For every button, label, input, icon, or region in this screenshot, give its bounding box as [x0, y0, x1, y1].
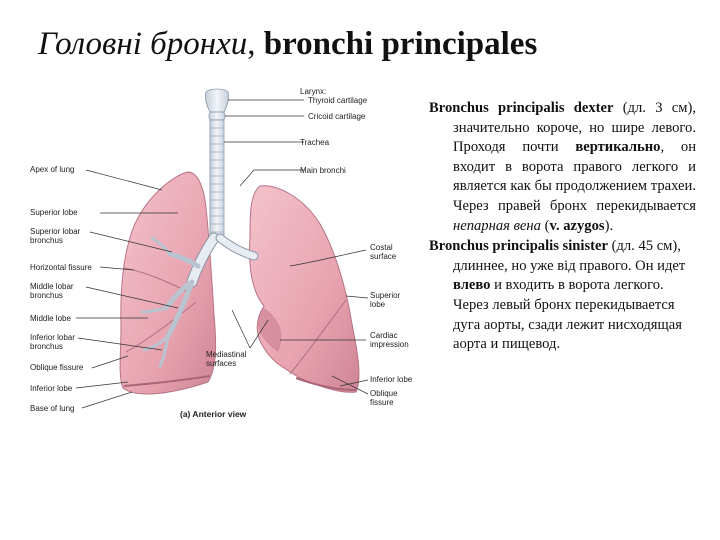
label-inferior-lobe-right: Inferior lobe — [30, 384, 73, 393]
dexter-emphasis: вертикально — [575, 139, 661, 156]
label-horizontal-fissure: Horizontal fissure — [30, 263, 92, 272]
sinister-text-2: и входить в ворота легкого. Через левый бронх перекидывается дуга аорты, сзади лежит нисходящая аорта и пищевод. — [453, 277, 682, 353]
description-text — [429, 99, 696, 355]
lung-illustration — [28, 86, 406, 426]
label-thyroid-cartilage: Thyroid cartilage — [308, 96, 368, 105]
dexter-text-3: ( — [540, 217, 550, 234]
sinister-term: Bronchus principalis sinister — [429, 238, 608, 255]
label-cardiac-impression: Cardiac impression — [370, 331, 409, 349]
label-superior-lobe-right: Superior lobe — [30, 208, 78, 217]
label-apex-of-lung: Apex of lung — [30, 165, 75, 174]
sinister-text-1: (дл. 45 см), длиннее, но уже від правого. Он идет — [453, 238, 686, 274]
label-base-of-lung: Base of lung — [30, 404, 75, 413]
sinister-emphasis: влево — [453, 277, 491, 294]
label-superior-lobe-left: Superior lobe — [370, 291, 401, 309]
title-ukrainian: Головні бронхи — [38, 26, 248, 62]
figure-caption: (a) Anterior view — [180, 409, 247, 419]
label-inferior-lobar-bronchus: Inferior lobar bronchus — [30, 333, 75, 351]
label-oblique-fissure-left: Oblique fissure — [370, 389, 398, 407]
dexter-text-1: (дл. 3 см), значительно короче, но шире левого. Проходя почти — [453, 100, 696, 156]
lung-anatomy-figure — [28, 86, 413, 426]
dexter-vein-ru: непарная вена — [453, 217, 541, 234]
label-larynx: Larynx: — [300, 87, 327, 96]
title-separator: , — [247, 26, 256, 62]
larynx — [205, 89, 228, 120]
label-cricoid-cartilage: Cricoid cartilage — [308, 112, 366, 121]
label-trachea: Trachea — [300, 138, 330, 147]
label-middle-lobar-bronchus: Middle lobar bronchus — [30, 282, 74, 300]
dexter-vein-la: v. azygos — [549, 217, 605, 234]
label-mediastinal-surfaces: Mediastinal surfaces — [206, 350, 247, 368]
left-lung — [250, 186, 359, 392]
dexter-paragraph — [429, 99, 696, 236]
label-superior-lobar-bronchus: Superior lobar bronchus — [30, 227, 81, 245]
dexter-term: Bronchus principalis dexter — [429, 100, 614, 116]
label-inferior-lobe-left: Inferior lobe — [370, 375, 413, 384]
sinister-paragraph — [429, 237, 696, 355]
trachea — [210, 120, 224, 240]
title-latin: bronchi principales — [263, 26, 538, 62]
label-middle-lobe: Middle lobe — [30, 314, 71, 323]
label-costal-surface: Costal surface — [370, 243, 397, 261]
label-main-bronchi: Main bronchi — [300, 166, 346, 175]
dexter-text-4: ). — [604, 217, 614, 234]
label-oblique-fissure-right: Oblique fissure — [30, 363, 84, 372]
dexter-text-2: , он входит в ворота правого легкого и является как бы продолжением трахеи. Через правей бронх перекидывается — [453, 139, 696, 214]
slide-title — [38, 26, 537, 63]
